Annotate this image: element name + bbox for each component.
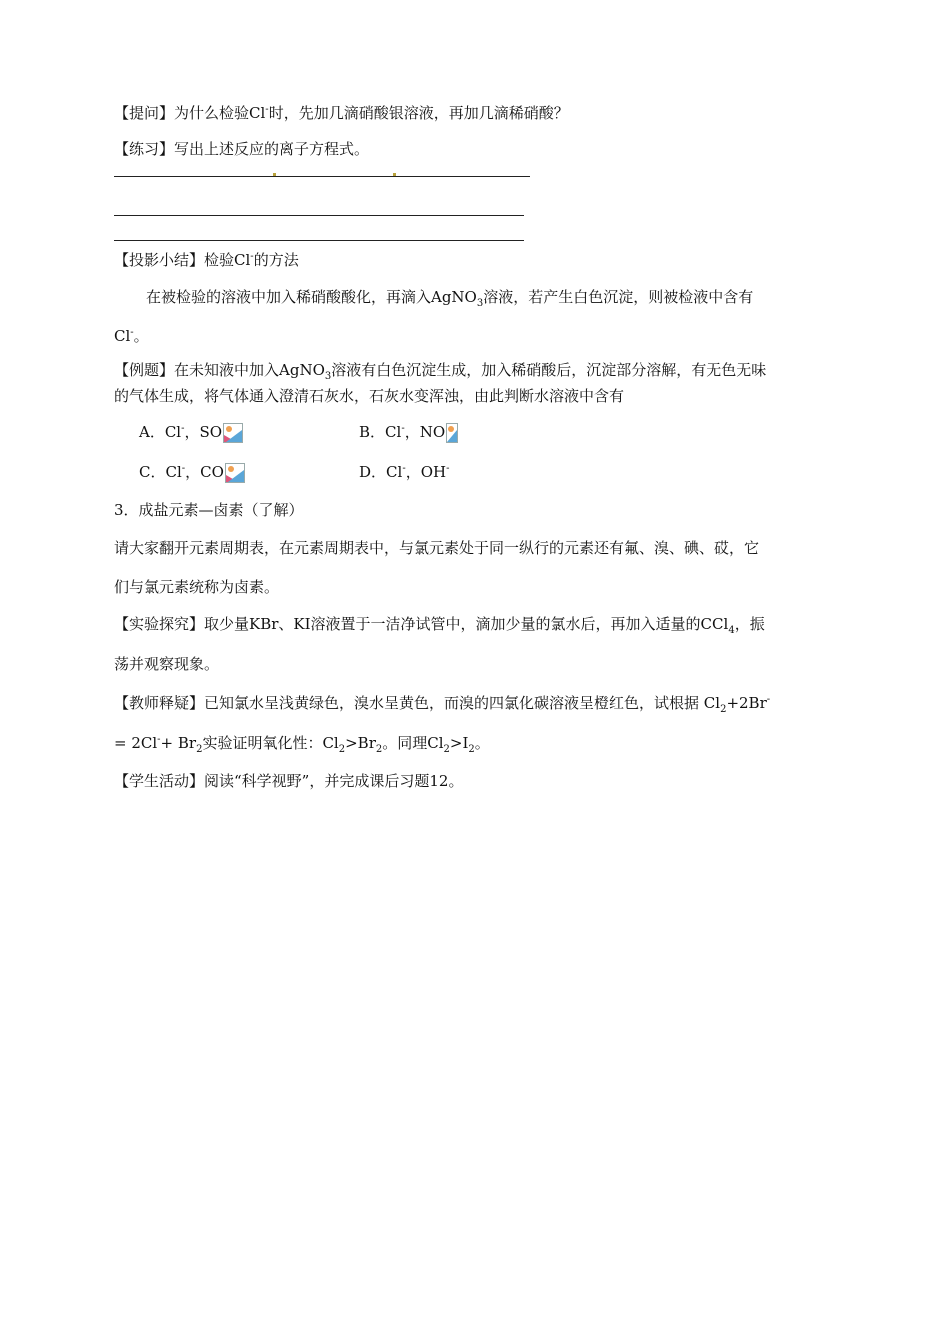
section-3-p2: 们与氯元素统称为卤素。	[114, 578, 280, 596]
experiment-line-1: 【实验探究】取少量KBr、KI溶液置于一洁净试管中，滴加少量的氯水后，再加入适量的CCl$_4$，振	[114, 615, 765, 636]
answer-line-mark	[273, 173, 276, 176]
question-line: 【提问】为什么检验Cl-时，先加几滴硝酸银溶液，再加几滴稀硝酸？	[114, 104, 569, 122]
student-line: 【学生活动】阅读“科学视野”，并完成课后习题12。	[114, 772, 464, 790]
example-tag: 【例题】	[114, 361, 175, 379]
section-3-title: 3．成盐元素—卤素（了解）	[114, 501, 304, 519]
practice-tag: 【练习】	[114, 140, 175, 158]
teacher-tag: 【教师释疑】	[114, 694, 205, 712]
experiment-line-2: 荡并观察现象。	[114, 655, 220, 673]
answer-line-1	[114, 176, 530, 177]
broken-image-icon	[446, 423, 458, 443]
summary-body-2: Cl-。	[114, 327, 149, 345]
option-a[interactable]: A．Cl-，SO	[139, 422, 243, 443]
summary-heading: 【投影小结】检验Cl-的方法	[114, 251, 299, 269]
summary-body: 在被检验的溶液中加入稀硝酸酸化，再滴入AgNO$_3$溶液，若产生白色沉淀，则被检液中含有	[146, 288, 754, 309]
answer-line-3	[114, 240, 524, 241]
question-tag: 【提问】	[114, 104, 175, 122]
broken-image-icon	[223, 423, 243, 443]
answer-line-mark	[393, 173, 396, 176]
teacher-line-2: = $2Cl^-+ Br_2$实验证明氧化性：$Cl_2>Br_2$。同理$Cl_2>I_2$。	[114, 734, 490, 755]
example-line-1: 【例题】在未知液中加入AgNO$_3$溶液有白色沉淀生成，加入稀硝酸后，沉淀部分溶解，有无色无味	[114, 361, 767, 382]
option-c[interactable]: C．Cl-，CO	[139, 462, 245, 483]
summary-tag: 【投影小结】	[114, 251, 205, 269]
experiment-tag: 【实验探究】	[114, 615, 205, 633]
practice-line: 【练习】写出上述反应的离子方程式。	[114, 140, 370, 158]
broken-image-icon	[225, 463, 245, 483]
student-tag: 【学生活动】	[114, 772, 205, 790]
answer-line-2	[114, 215, 524, 216]
teacher-line-1: 【教师释疑】已知氯水呈浅黄绿色，溴水呈黄色，而溴的四氯化碳溶液呈橙红色，试根据 $Cl_2+2Br^-$	[114, 694, 771, 715]
section-3-p1: 请大家翻开元素周期表，在元素周期表中，与氯元素处于同一纵行的元素还有氟、溴、碘、砹，它	[114, 539, 760, 557]
example-line-2: 的气体生成，将气体通入澄清石灰水，石灰水变浑浊，由此判断水溶液中含有	[114, 387, 625, 405]
option-d[interactable]: D．Cl-，OH-	[359, 463, 450, 481]
option-b[interactable]: B．Cl-，NO	[359, 422, 458, 443]
